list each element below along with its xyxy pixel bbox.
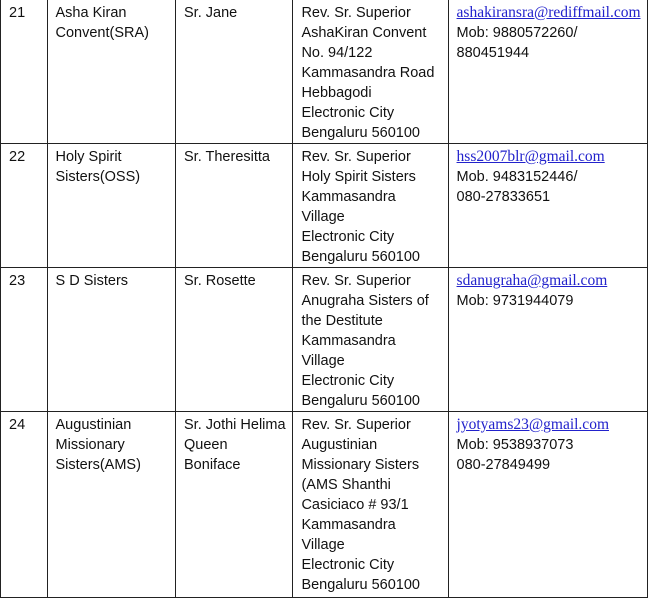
email-link[interactable]: ashakiransra@rediffmail.com (456, 4, 641, 21)
address-line: Hebbagodi (301, 85, 372, 101)
congregation-name-cell (47, 412, 176, 598)
congregation-name-line: Asha Kiran (55, 5, 127, 21)
email-link[interactable]: sdanugraha@gmail.com (456, 272, 608, 289)
address-line: the Destitute (301, 313, 383, 329)
address-line: Rev. Sr. Superior (301, 149, 411, 165)
address-cell (293, 0, 448, 144)
table-row (1, 144, 648, 268)
address-line: Electronic City (301, 105, 395, 121)
address-line: Kammasandra (301, 517, 396, 533)
address-line: Rev. Sr. Superior (301, 273, 411, 289)
superior-name-line: Sr. Theresitta (184, 149, 270, 165)
congregation-name-cell (47, 144, 176, 268)
congregation-name-line: S D Sisters (55, 273, 129, 289)
address-line: Augustinian (301, 437, 378, 453)
address-line: (AMS Shanthi (301, 477, 391, 493)
address-cell (293, 144, 448, 268)
address-line: Casiciaco # 93/1 (301, 497, 409, 513)
table-row (1, 412, 648, 598)
superior-name-cell (176, 144, 293, 268)
address-line: Bengaluru 560100 (301, 249, 420, 265)
phone-number: Mob. 9483152446/ (456, 169, 578, 185)
address-line: Holy Spirit Sisters (301, 169, 416, 185)
phone-number: Mob: 9538937073 (456, 437, 574, 453)
address-line: Kammasandra (301, 189, 396, 205)
address-line: Village (301, 537, 345, 553)
congregation-name-line: Missionary (55, 437, 125, 453)
superior-name-line: Sr. Jane (184, 5, 238, 21)
superior-name-line: Queen (184, 437, 228, 453)
contact-cell (448, 412, 647, 598)
phone-number: 880451944 (456, 45, 530, 61)
contact-cell (448, 268, 647, 412)
address-line: Rev. Sr. Superior (301, 5, 411, 21)
superior-name-line: Boniface (184, 457, 241, 473)
congregation-name-line: Augustinian (55, 417, 132, 433)
address-line: Bengaluru 560100 (301, 393, 420, 409)
congregation-name-cell (47, 268, 176, 412)
serial-number-cell: 21 (1, 0, 48, 144)
address-line: Bengaluru 560100 (301, 577, 420, 593)
address-line: Electronic City (301, 373, 395, 389)
address-line: Kammasandra Road (301, 65, 435, 81)
contact-cell (448, 144, 647, 268)
phone-number: 080-27849499 (456, 457, 551, 473)
table-row (1, 0, 648, 144)
address-line: Anugraha Sisters of (301, 293, 429, 309)
address-line: Village (301, 209, 345, 225)
address-line: AshaKiran Convent (301, 25, 427, 41)
contact-cell (448, 0, 647, 144)
superior-name-line: Sr. Rosette (184, 273, 256, 289)
address-line: Electronic City (301, 229, 395, 245)
address-line: Bengaluru 560100 (301, 125, 420, 141)
address-cell (293, 268, 448, 412)
address-line: No. 94/122 (301, 45, 373, 61)
superior-name-cell (176, 268, 293, 412)
email-link[interactable]: jyotyams23@gmail.com (456, 416, 609, 433)
superior-name-line: Sr. Jothi Helima (184, 417, 286, 433)
address-line: Rev. Sr. Superior (301, 417, 411, 433)
congregation-name-line: Sisters(AMS) (55, 457, 141, 473)
serial-number-cell: 22 (1, 144, 48, 268)
serial-number-cell: 23 (1, 268, 48, 412)
congregation-name-cell (47, 0, 176, 144)
address-cell (293, 412, 448, 598)
serial-number-cell: 24 (1, 412, 48, 598)
address-line: Missionary Sisters (301, 457, 420, 473)
phone-number: Mob: 9731944079 (456, 293, 574, 309)
phone-number: Mob: 9880572260/ (456, 25, 578, 41)
congregation-name-line: Convent(SRA) (55, 25, 149, 41)
email-link[interactable]: hss2007blr@gmail.com (456, 148, 605, 165)
phone-number: 080-27833651 (456, 189, 551, 205)
address-line: Kammasandra (301, 333, 396, 349)
congregation-name-line: Sisters(OSS) (55, 169, 141, 185)
address-line: Village (301, 353, 345, 369)
table-row (1, 268, 648, 412)
congregation-name-line: Holy Spirit (55, 149, 122, 165)
superior-name-cell (176, 412, 293, 598)
address-line: Electronic City (301, 557, 395, 573)
superior-name-cell (176, 0, 293, 144)
